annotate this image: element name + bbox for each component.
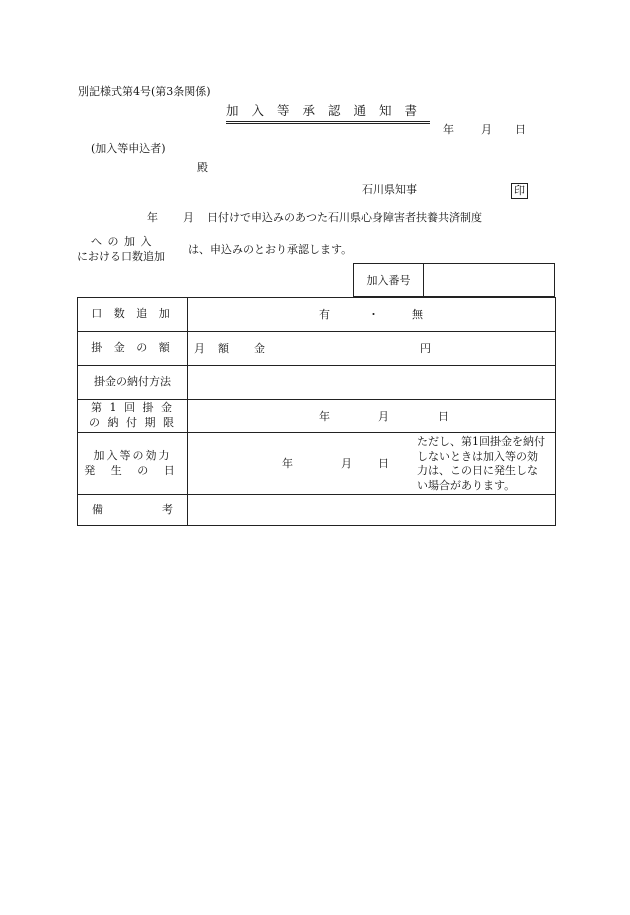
units-value-cell [188, 298, 556, 332]
statement-option-top: へ の 加 入 [91, 235, 153, 248]
first-payment-label-2: の 納 付 期 限 [89, 416, 176, 429]
issue-date-year: 年 [443, 123, 454, 136]
issue-date-day: 日 [515, 123, 526, 136]
seal-mark [511, 181, 528, 199]
payment-method-cell[interactable] [188, 366, 556, 400]
effective-month: 月 [341, 457, 352, 470]
effective-label-2: 発 生 の 日 [84, 463, 181, 477]
effective-day: 日 [378, 457, 389, 470]
table-row [78, 495, 556, 526]
details-table [77, 297, 556, 526]
units-dot: ・ [368, 308, 379, 321]
row-label-first-payment [78, 400, 188, 433]
effective-label-1: 加入等の効力 [93, 448, 172, 462]
premium-amount: 額 [218, 342, 229, 355]
applicant-number-box [353, 263, 555, 297]
effective-cell [188, 433, 556, 495]
statement-line2: は、申込みのとおり承認します。 [188, 243, 353, 256]
first-payment-label-1: 第 1 回 掛 金 [91, 401, 174, 415]
remarks-cell[interactable] [188, 495, 556, 526]
premium-kin: 金 [254, 342, 265, 355]
row-label-units: 口 数 追 加 [78, 298, 188, 332]
row-label-remarks [78, 495, 188, 526]
applicant-number-label: 加入番号 [354, 264, 424, 296]
statement-line1: 日付けで申込みのあつた石川県心身障害者扶養共済制度 [207, 211, 482, 224]
remarks-label-left: 備 [92, 502, 103, 516]
form-number: 別記様式第4号(第3条関係) [78, 85, 211, 98]
seal-text: 印 [511, 183, 528, 199]
first-payment-year: 年 [319, 410, 330, 423]
premium-value-cell [188, 332, 556, 366]
table-row [78, 433, 556, 495]
issue-date-month: 月 [481, 123, 492, 136]
effective-note [417, 435, 545, 493]
statement-year: 年 [147, 211, 158, 224]
effective-note-line: しないときは加入等の効 [417, 449, 538, 463]
first-payment-cell [188, 400, 556, 433]
units-no: 無 [412, 308, 423, 321]
form-title: 加入等承認通知書 [226, 105, 430, 124]
statement-month: 月 [183, 211, 194, 224]
effective-year: 年 [282, 457, 293, 470]
issuer-name: 石川県知事 [362, 183, 417, 196]
table-row [78, 366, 556, 400]
first-payment-month: 月 [378, 410, 389, 423]
row-label-effective [78, 433, 188, 495]
remarks-label-right: 考 [162, 502, 173, 516]
units-yes: 有 [319, 308, 330, 321]
effective-note-line: 力は、この日に発生しな [417, 464, 538, 477]
effective-note-line: い場合があります。 [417, 478, 516, 492]
honorific: 殿 [197, 161, 208, 174]
table-row [78, 400, 556, 433]
statement-option-bottom: における口数追加 [77, 250, 165, 263]
effective-note-line: ただし、第1回掛金を納付 [417, 435, 545, 448]
table-row [78, 298, 556, 332]
premium-monthly: 月 [194, 342, 205, 355]
applicant-label: (加入等申込者) [91, 142, 166, 155]
row-label-payment-method: 掛金の納付方法 [78, 366, 188, 400]
table-row [78, 332, 556, 366]
row-label-premium: 掛 金 の 額 [78, 332, 188, 366]
first-payment-day: 日 [438, 410, 449, 423]
premium-yen: 円 [420, 342, 431, 355]
